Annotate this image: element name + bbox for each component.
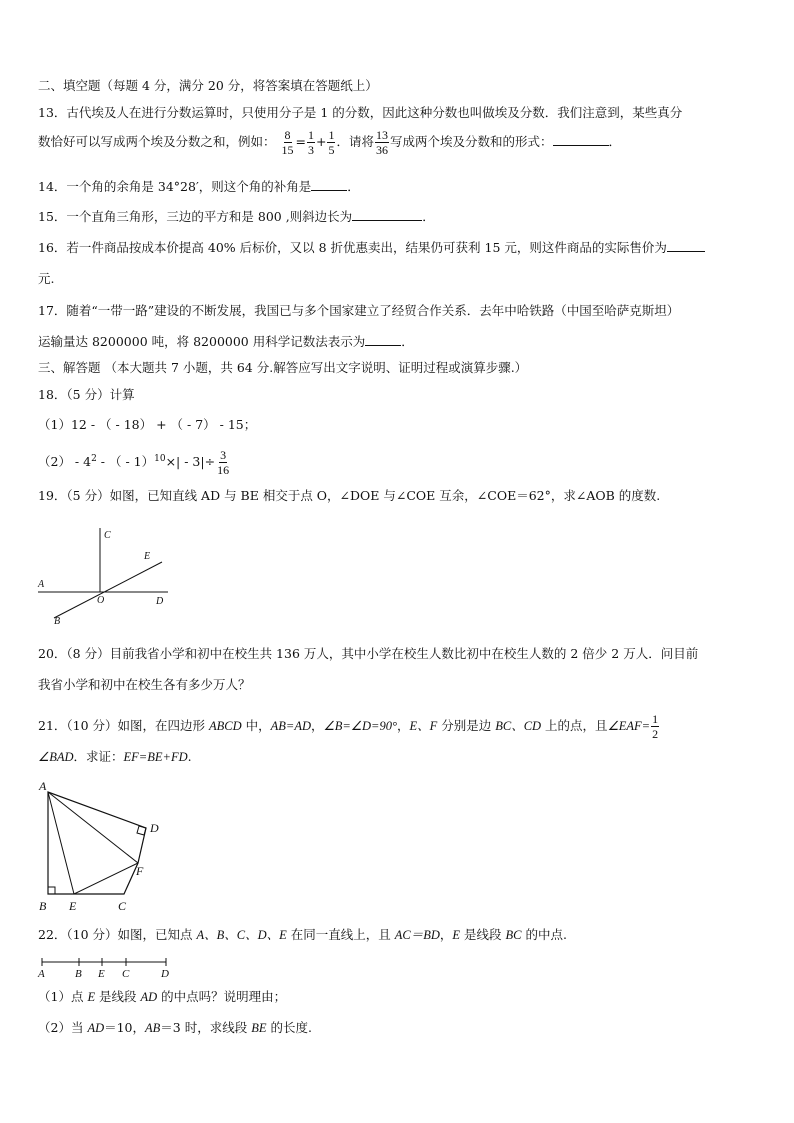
q22-text: 在同一直线上，且	[286, 927, 395, 942]
equals-sign: =	[295, 134, 306, 149]
q18-p2-mid: - （ - 1）	[96, 454, 155, 469]
section-2-title: 二、填空题（每题 4 分，满分 20 分，将答案填在答题纸上）	[38, 78, 378, 93]
q22-text: ＝10，	[104, 1020, 146, 1035]
label-d: D	[161, 968, 169, 979]
label-b: B	[54, 616, 61, 627]
q15-line	[38, 208, 435, 225]
q22-text: 是线段	[95, 989, 141, 1004]
q13-mid: ．请将	[336, 134, 374, 149]
q16-line2: 元.	[38, 271, 55, 286]
q17-answer-blank[interactable]	[365, 333, 401, 346]
q13-prefix: 数恰好可以写成两个埃及分数之和，例如：	[38, 134, 276, 149]
q21-text: ．求证：	[73, 749, 124, 764]
q22-point-e: E	[452, 928, 461, 942]
q21-half-fraction: $\frac{1}{2}$	[652, 712, 659, 741]
q22-condition: AC＝BD	[394, 928, 440, 942]
q22-part1	[38, 989, 286, 1005]
q18-p2-prefix: （2） - 4	[38, 454, 92, 469]
label-d: D	[156, 596, 164, 607]
q15-answer-blank[interactable]	[352, 208, 422, 221]
q14-answer-blank[interactable]	[311, 178, 347, 191]
label-c: C	[118, 899, 127, 913]
segment-af	[48, 792, 138, 863]
q13-line2	[38, 128, 621, 157]
q22-figure	[34, 955, 174, 979]
q21-text: ，	[311, 718, 324, 733]
label-b: B	[39, 899, 47, 913]
q19-figure	[34, 522, 174, 628]
q21-line1	[38, 712, 660, 741]
q22-text: ，	[439, 927, 453, 942]
q13-example-fraction: $\frac{8}{15}$	[281, 128, 294, 157]
q13-suffix: 写成两个埃及分数和的形式：	[389, 134, 553, 149]
q22-text: 是线段	[460, 927, 506, 942]
label-a: A	[39, 779, 47, 793]
label-f: F	[136, 864, 144, 878]
q21-sides: BC、CD	[495, 719, 542, 733]
q22-text: 的中点吗？说明理由；	[157, 989, 287, 1004]
exponent: 10	[154, 453, 166, 464]
right-angle-b	[48, 887, 55, 894]
label-d: D	[150, 821, 159, 835]
q22-text: （1）点	[38, 989, 88, 1004]
q22-segment-bc: BC	[505, 928, 522, 942]
q21-line2	[38, 749, 192, 765]
q13-end: ．	[608, 134, 622, 149]
label-o: O	[97, 595, 105, 606]
q22-text: 22．（10 分）如图，已知点	[38, 927, 197, 942]
segment-ae	[48, 792, 74, 894]
q21-text: 分别是边	[437, 718, 496, 733]
label-e: E	[98, 968, 105, 979]
plus-sign: +	[315, 134, 327, 149]
q22-segment-be: BE	[251, 1021, 267, 1035]
q21-figure	[34, 776, 174, 916]
label-a: A	[38, 968, 45, 979]
q22-text: （2）当	[38, 1020, 88, 1035]
q21-condition: AB=AD	[270, 719, 312, 733]
q13-target-fraction: $\frac{13}{36}$	[375, 128, 388, 157]
q22-text: 的中点.	[521, 927, 567, 942]
q17-line2	[38, 333, 414, 350]
quadrilateral-abcd	[48, 792, 146, 894]
label-e: E	[144, 551, 151, 562]
q22-point-e: E	[87, 990, 96, 1004]
q18-part1: （1）12 - （ - 18） + （ - 7） - 15；	[38, 417, 257, 432]
q16-text: 16．若一件商品按成本价提高 40% 后标价，又以 8 折优惠卖出，结果仍可获利 15 元，则这件商品的实际售价为	[38, 240, 667, 255]
q14-end: ．	[347, 179, 360, 194]
label-c: C	[104, 530, 111, 541]
q21-angles: ∠B=∠D=90°	[323, 719, 397, 733]
right-angle-d	[137, 826, 146, 835]
q17-end: ．	[401, 334, 414, 349]
q14-text: 14．一个角的余角是 34°28′，则这个角的补角是	[38, 179, 312, 194]
exponent: 2	[91, 453, 97, 464]
segment-ef	[74, 863, 138, 894]
q21-quad: ABCD	[209, 719, 242, 733]
q21-text: .	[187, 749, 192, 764]
q22-segment-ad: AD	[87, 1021, 105, 1035]
q22-part2	[38, 1020, 312, 1036]
q21-text: ，	[396, 718, 410, 733]
q15-text: 15．一个直角三角形，三边的平方和是 800 ,则斜边长为	[38, 209, 353, 224]
q13-fraction-b: $\frac{1}{5}$	[328, 128, 335, 157]
q21-claim: EF=BE+FD	[123, 750, 188, 764]
q21-angle-eaf: ∠EAF=	[607, 719, 651, 733]
q22-text: ＝3 时，求线段	[160, 1020, 252, 1035]
q22-line1	[38, 927, 567, 943]
q20-line1: 20．（8 分）目前我省小学和初中在校生共 136 万人，其中小学在校生人数比初中在校生人数的 2 倍少 2 万人．问目前	[38, 646, 699, 661]
q21-text: 中，	[241, 718, 271, 733]
q21-angle-bad: ∠BAD	[38, 750, 74, 764]
q16-answer-blank[interactable]	[667, 239, 705, 252]
q17-text: 运输量达 8200000 吨，将 8200000 用科学记数法表示为	[38, 334, 366, 349]
q19-text: 19．（5 分）如图，已知直线 AD 与 BE 相交于点 O，∠DOE 与∠COE 互余，∠COE＝62°，求∠AOB 的度数.	[38, 488, 661, 503]
q22-points: A、B、C、D、E	[196, 928, 287, 942]
q21-points: E、F	[409, 719, 438, 733]
label-a: A	[38, 579, 45, 590]
q22-text: 的长度.	[266, 1020, 312, 1035]
q15-end: ．	[422, 209, 435, 224]
q17-line1: 17．随着“一带一路”建设的不断发展，我国已与多个国家建立了经贸合作关系．去年中哈铁路（中国至哈萨克斯坦）	[38, 303, 680, 318]
q13-fraction-a: $\frac{1}{3}$	[307, 128, 314, 157]
label-e: E	[69, 899, 77, 913]
q18-title: 18．（5 分）计算	[38, 387, 135, 402]
q18-part2	[38, 448, 231, 477]
q14-line	[38, 178, 360, 195]
line-be	[54, 562, 162, 618]
label-b: B	[75, 968, 82, 979]
q20-line2: 我省小学和初中在校生各有多少万人？	[38, 677, 251, 692]
q18-p2-suffix: ×| - 3|÷	[165, 454, 216, 469]
q18-fraction: $\frac{3}{16}$	[217, 448, 230, 477]
q21-text: 上的点，且	[541, 718, 608, 733]
q21-text: 21．（10 分）如图，在四边形	[38, 718, 210, 733]
q13-answer-blank[interactable]	[553, 133, 609, 146]
label-c: C	[122, 968, 130, 979]
q22-segment-ab: AB	[145, 1021, 161, 1035]
section-3-title: 三、解答题 （本大题共 7 小题，共 64 分.解答应写出文字说明、证明过程或演算步骤.）	[38, 360, 528, 375]
q16-line1	[38, 239, 705, 256]
q22-segment-ad: AD	[140, 990, 158, 1004]
q13-line1: 13．古代埃及人在进行分数运算时，只使用分子是 1 的分数，因此这种分数也叫做埃及分数．我们注意到，某些真分	[38, 105, 683, 120]
